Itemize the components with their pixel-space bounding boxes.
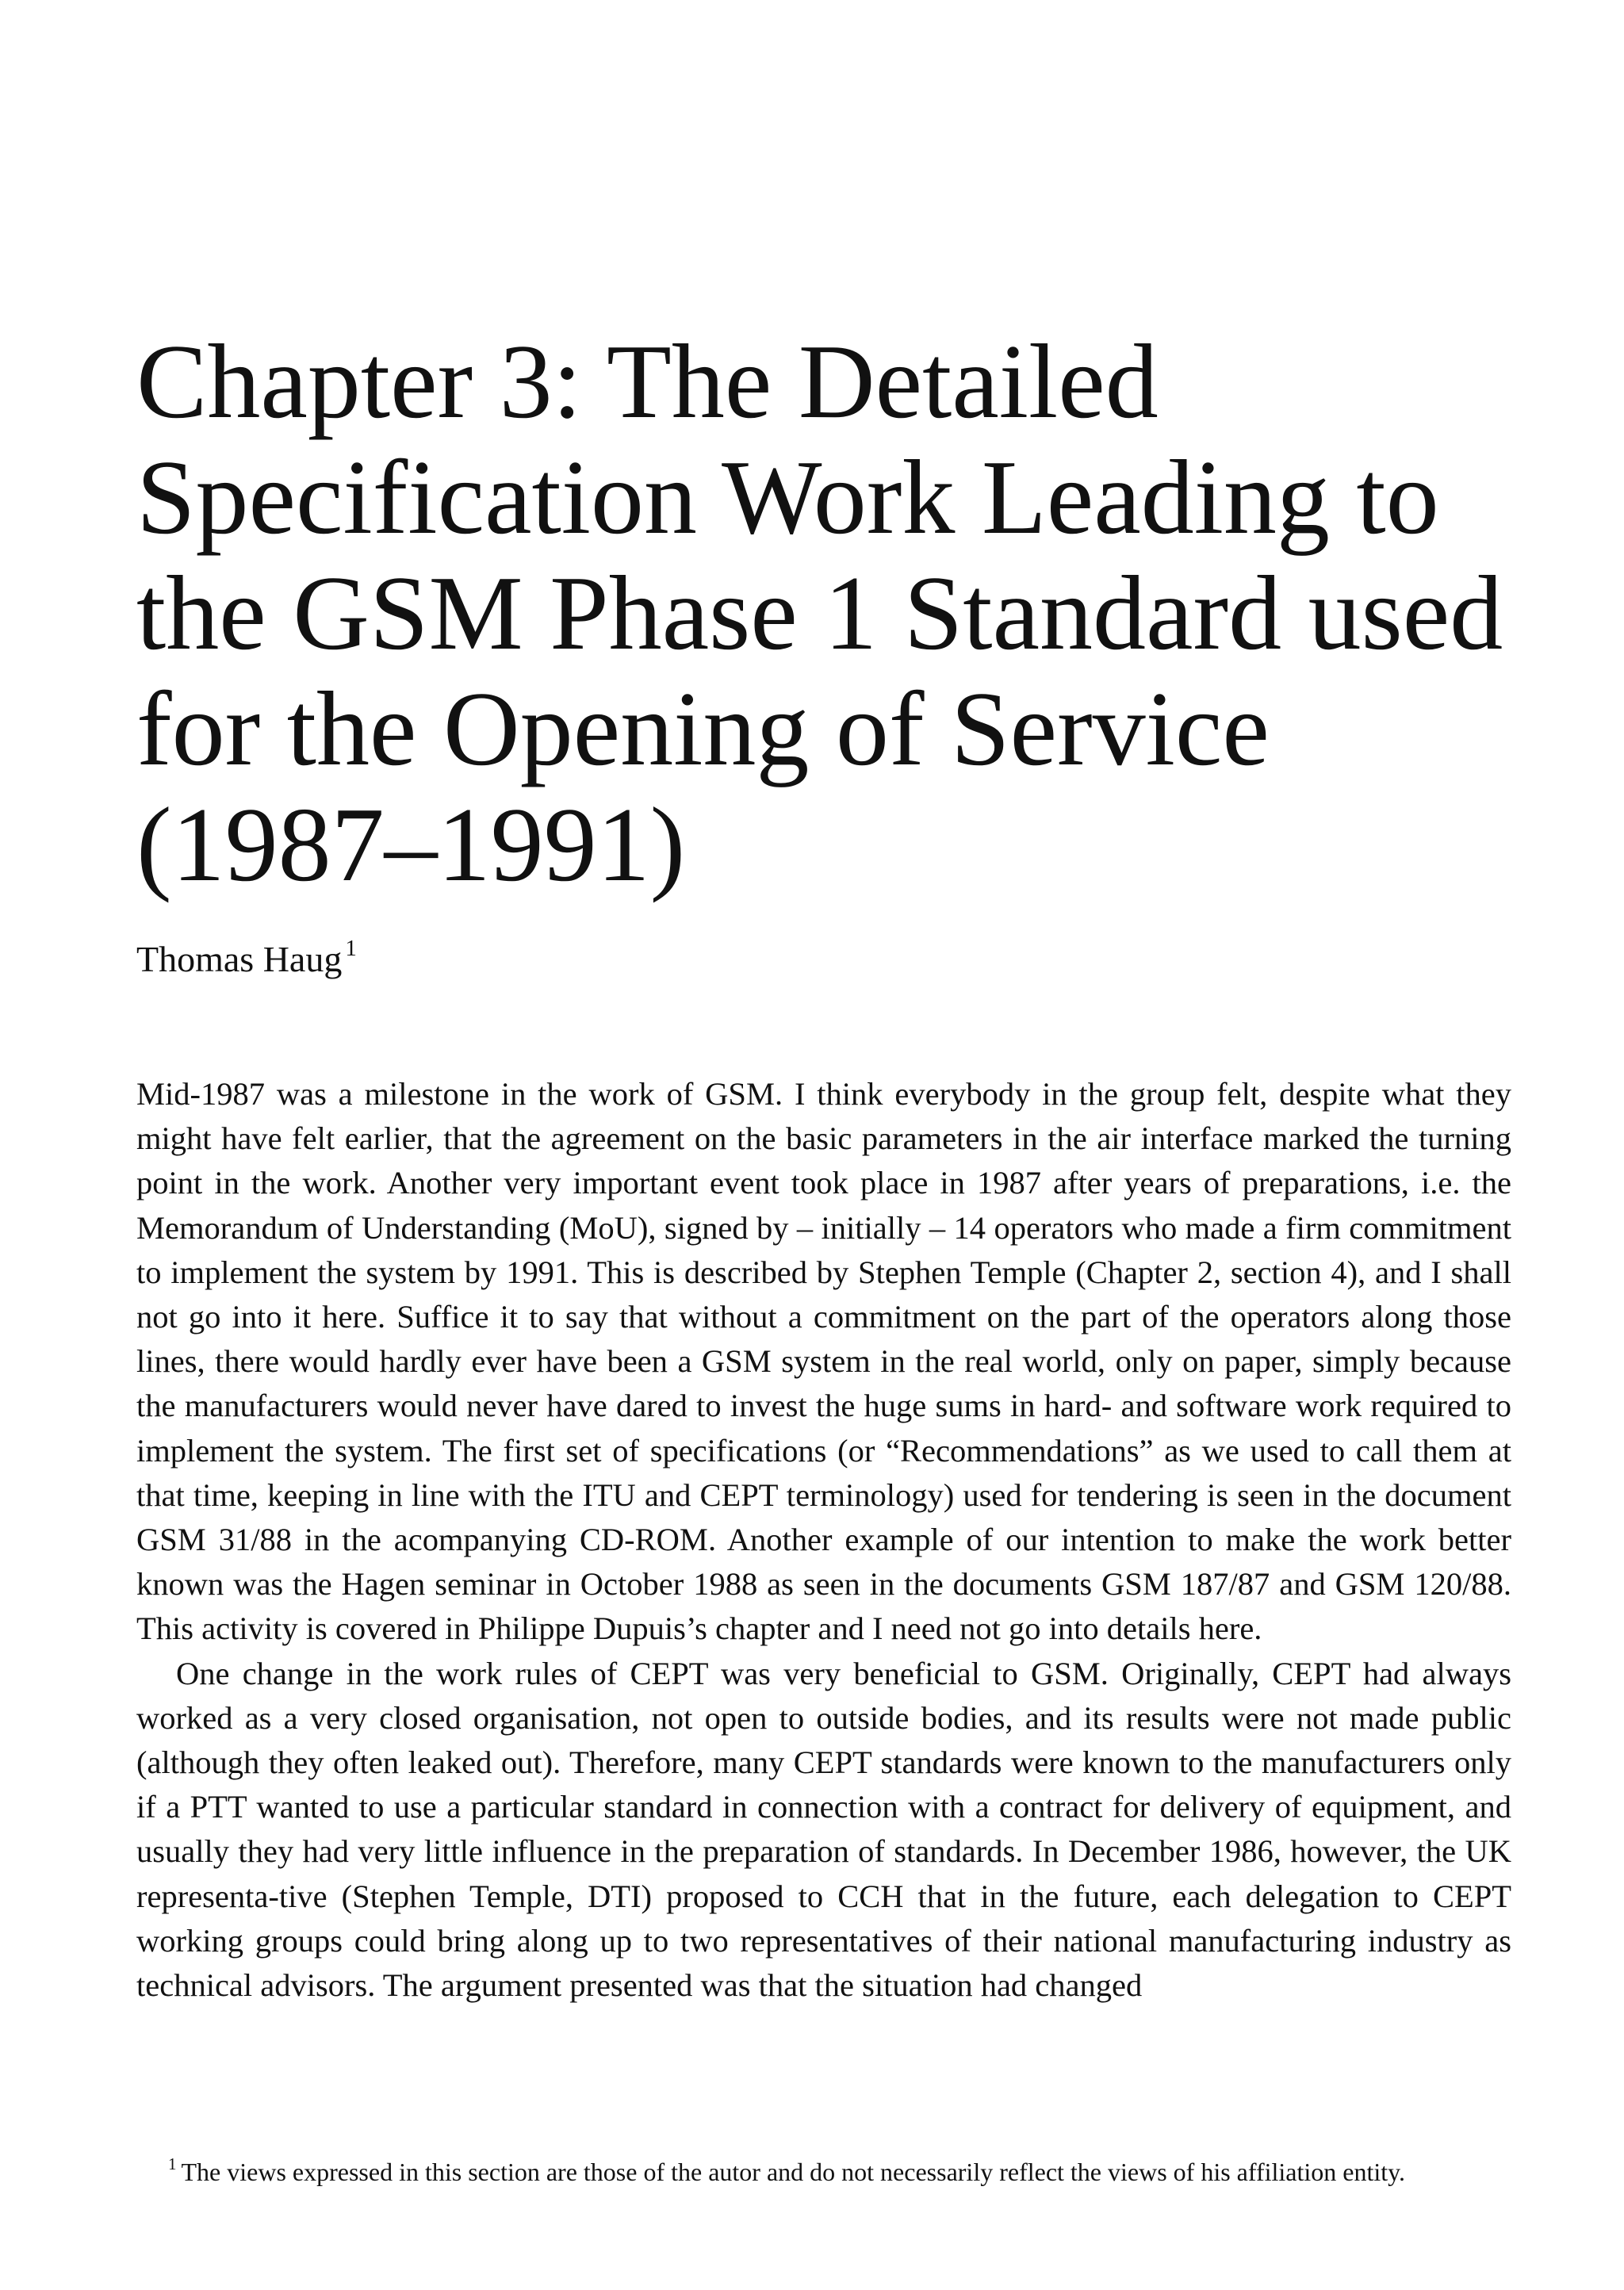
- chapter-title-line: for the Opening of Service: [136, 670, 1270, 787]
- body-paragraph: One change in the work rules of CEPT was very beneficial to GSM. Originally, CEPT had always worked as a very closed organisation, not open to outside bodies, and its results were not made public (although they often leaked out). Therefore, many CEPT standards were known to the manufacturers only if a PTT wanted to use a particular standard in connection with a contract for delivery of equipment, and usually they had very little influence in the preparation of standards. In December 1986, however, the UK representa-tive (Stephen Temple, DTI) proposed to CCH that in the future, each delegation to CEPT working groups could bring along up to two representatives of their national manufacturing industry as technical advisors. The argument presented was that the situation had changed: [136, 1655, 1511, 2004]
- footnote-mark: 1: [168, 2154, 177, 2173]
- chapter-title-line: (1987–1991): [136, 786, 686, 903]
- body-paragraph: Mid-1987 was a milestone in the work of GSM. I think everybody in the group felt, despite what they might have felt earlier, that the agreement on the basic parameters in the air interface marked the turning point in the work. Another very important event took place in 1987 after years of preparations, i.e. the Memorandum of Understanding (MoU), signed by – initially – 14 operators who made a firm commitment to implement the system by 1991. This is described by Stephen Temple (Chapter 2, section 4), and I shall not go into it here. Suffice it to say that without a commitment on the part of the operators along those lines, there would hardly ever have been a GSM system in the real world, only on paper, simply because the manufacturers would never have dared to invest the huge sums in hard- and software work required to implement the system. The first set of specifications (or “Recommendations” as we used to call them at that time, keeping in line with the ITU and CEPT terminology) used for tendering is seen in the document GSM 31/88 in the acompanying CD-ROM. Another example of our intention to make the work better known was the Hagen seminar in October 1988 as seen in the documents GSM 187/87 and GSM 120/88. This activity is covered in Philippe Dupuis’s chapter and I need not go into details here.: [136, 1076, 1511, 1647]
- author-byline: [136, 937, 357, 982]
- author-footnote-mark: 1: [345, 936, 357, 961]
- document-page: [136, 0, 1511, 2290]
- body-text: [136, 1072, 1511, 2008]
- chapter-title-line: Chapter 3: The Detailed: [136, 323, 1159, 440]
- chapter-title-line: Specification Work Leading to: [136, 438, 1439, 556]
- footnote-text: The views expressed in this section are those of the autor and do not necessarily reflect the views of his affiliation entity.: [181, 2158, 1406, 2186]
- chapter-title-line: the GSM Phase 1 Standard used: [136, 554, 1503, 672]
- footnote: [136, 2154, 1511, 2190]
- author-name: Thomas Haug: [136, 939, 343, 979]
- chapter-title: [136, 324, 1511, 902]
